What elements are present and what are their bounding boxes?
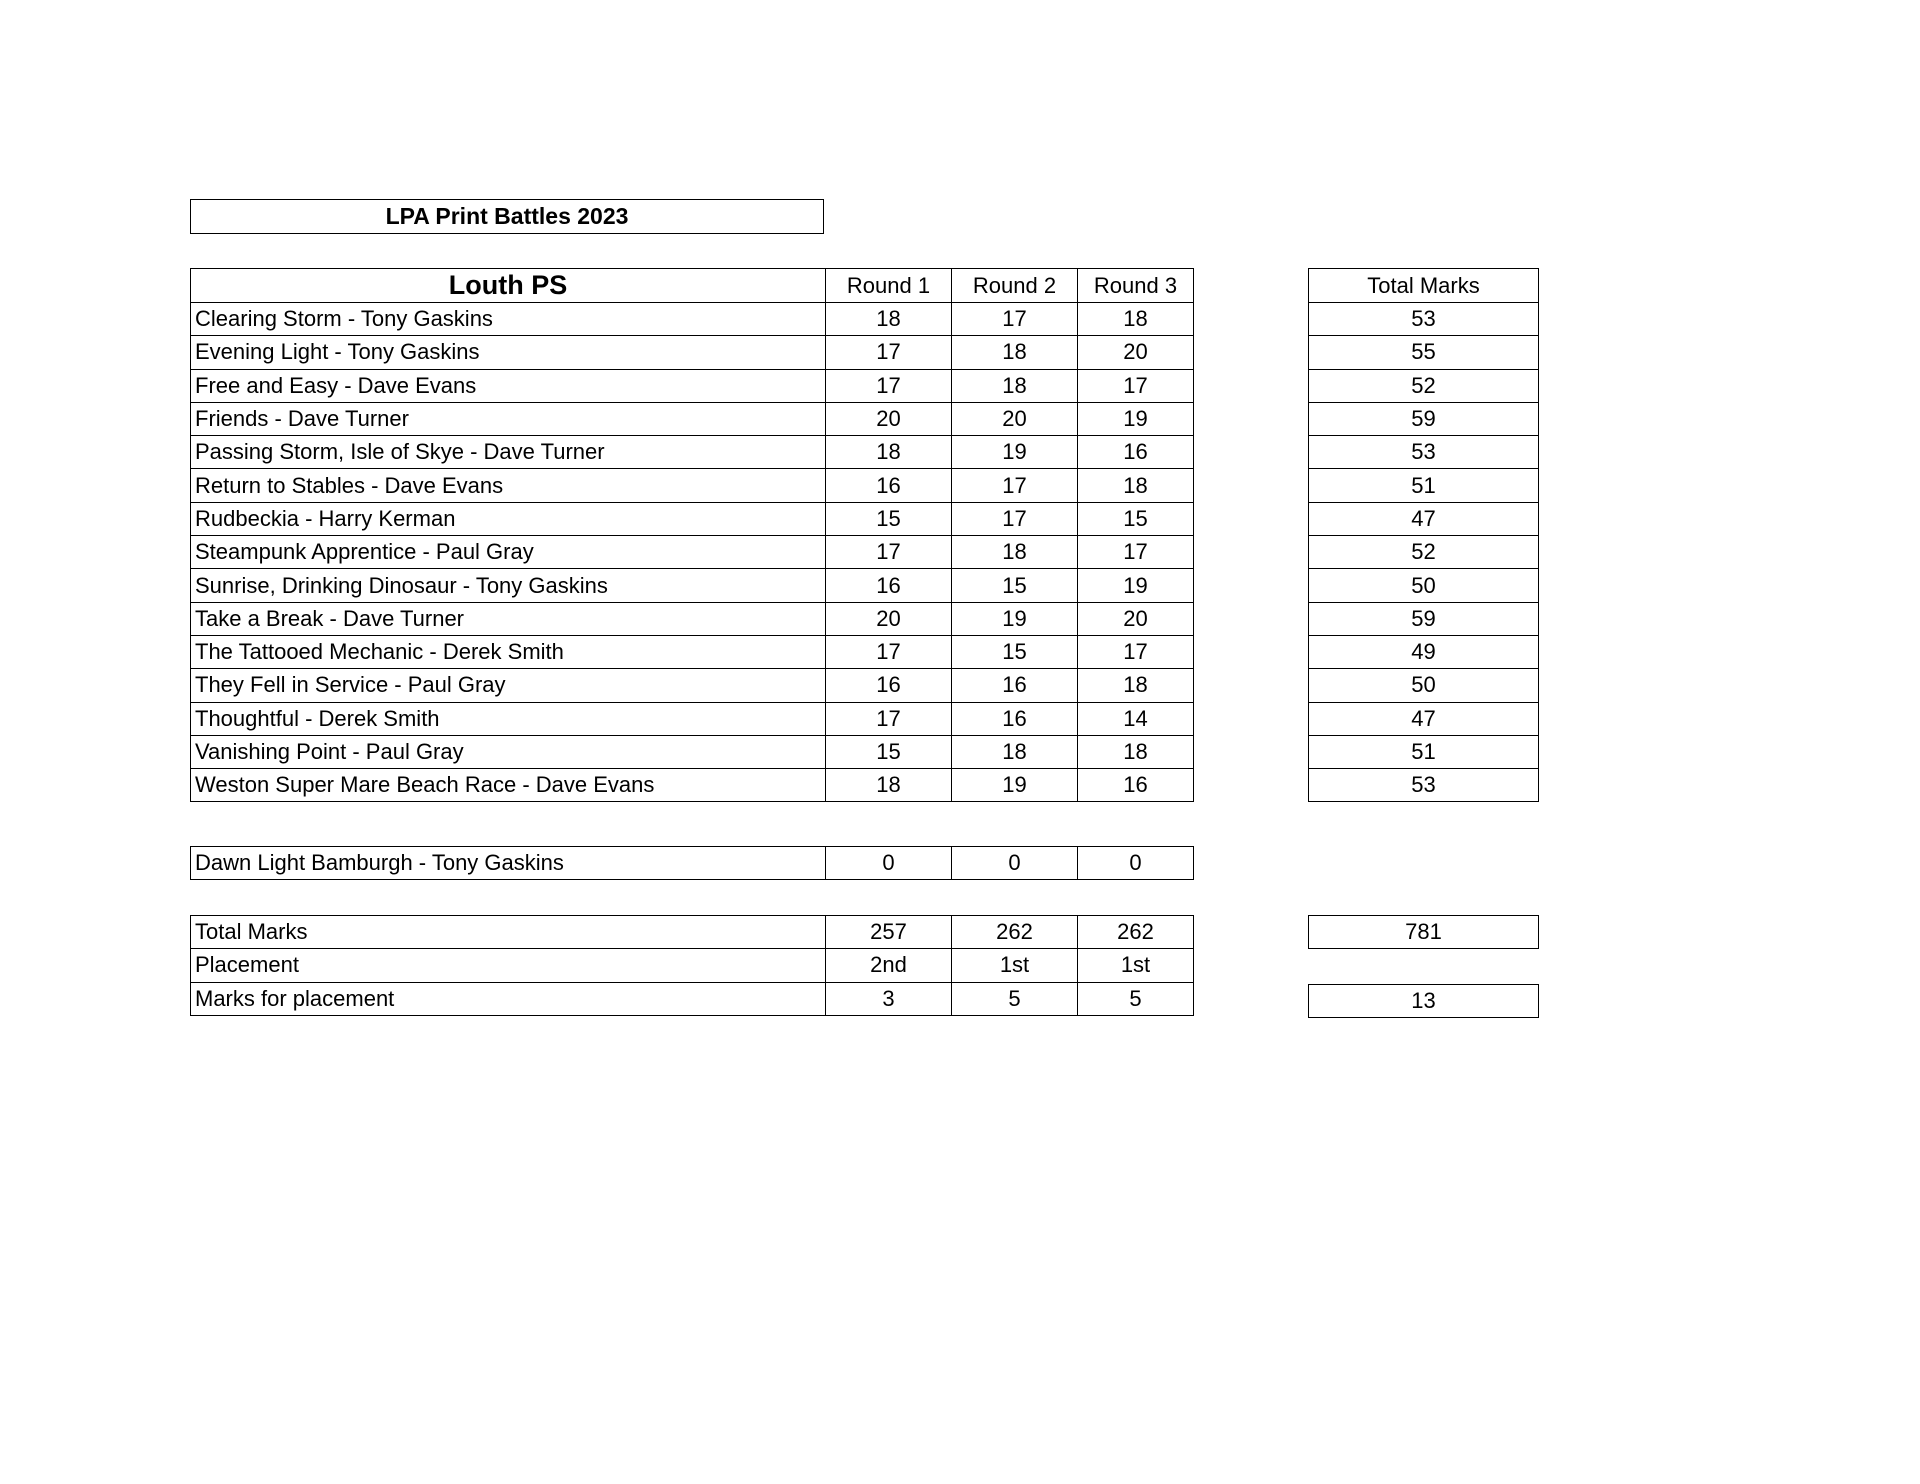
round-3-score: 18 [1078,469,1194,502]
entry-total: 59 [1309,602,1539,635]
round-1-score: 17 [826,536,952,569]
round-3-score: 17 [1078,635,1194,668]
entry-name: Vanishing Point - Paul Gray [191,735,826,768]
entry-total: 51 [1309,469,1539,502]
total-row [1309,669,1539,702]
round-2-score: 17 [952,303,1078,336]
table-row [191,502,1194,535]
total-row [1309,735,1539,768]
entry-total: 51 [1309,735,1539,768]
entry-name: Passing Storm, Isle of Skye - Dave Turner [191,436,826,469]
round-2-score: 15 [952,569,1078,602]
table-row [191,735,1194,768]
entry-total: 59 [1309,402,1539,435]
summary-round-1: 2nd [826,949,952,982]
summary-round-1: 3 [826,982,952,1015]
round-2-score: 17 [952,469,1078,502]
round-1-score: 17 [826,369,952,402]
round-1-score: 15 [826,735,952,768]
table-row [191,769,1194,802]
round-2-score: 18 [952,369,1078,402]
round-1-score: 17 [826,336,952,369]
header-row [191,269,1194,303]
round-1-score: 15 [826,502,952,535]
round-3-score: 18 [1078,669,1194,702]
summary-label: Marks for placement [191,982,826,1015]
sheet-title: LPA Print Battles 2023 [190,199,824,234]
entry-name: Clearing Storm - Tony Gaskins [191,303,826,336]
round-3-score: 14 [1078,702,1194,735]
entry-name: Take a Break - Dave Turner [191,602,826,635]
summary-row [191,949,1194,982]
summary-total: 13 [1309,984,1539,1017]
round-2-header: Round 2 [952,269,1078,303]
total-row [1309,702,1539,735]
table-row [191,469,1194,502]
total-row [1309,369,1539,402]
total-row [1309,536,1539,569]
round-3-score: 17 [1078,369,1194,402]
entry-name: Return to Stables - Dave Evans [191,469,826,502]
round-1-header: Round 1 [826,269,952,303]
entry-name: Weston Super Mare Beach Race - Dave Evans [191,769,826,802]
round-3-score: 16 [1078,769,1194,802]
round-3-score: 19 [1078,402,1194,435]
table-row [191,402,1194,435]
entry-total: 52 [1309,536,1539,569]
entry-name: Friends - Dave Turner [191,402,826,435]
summary-total-box [1308,984,1539,1018]
round-2-score: 19 [952,769,1078,802]
table-row [191,336,1194,369]
table-row [191,536,1194,569]
round-3-score: 18 [1078,303,1194,336]
total-row [1309,602,1539,635]
reserve-name: Dawn Light Bamburgh - Tony Gaskins [191,847,826,880]
reserve-row [191,847,1194,880]
round-2-score: 15 [952,635,1078,668]
summary-round-2: 1st [952,949,1078,982]
round-3-score: 20 [1078,336,1194,369]
reserve-round-1: 0 [826,847,952,880]
round-1-score: 16 [826,569,952,602]
table-row [191,669,1194,702]
summary-total-row [1309,984,1539,1017]
total-row [1309,635,1539,668]
entry-name: Sunrise, Drinking Dinosaur - Tony Gaskins [191,569,826,602]
table-row [191,369,1194,402]
table-row [191,303,1194,336]
entry-name: They Fell in Service - Paul Gray [191,669,826,702]
entry-total: 49 [1309,635,1539,668]
club-name: Louth PS [191,269,826,303]
summary-round-3: 5 [1078,982,1194,1015]
entry-total: 53 [1309,436,1539,469]
round-2-score: 18 [952,536,1078,569]
entry-name: Evening Light - Tony Gaskins [191,336,826,369]
round-3-score: 15 [1078,502,1194,535]
round-2-score: 17 [952,502,1078,535]
total-row [1309,402,1539,435]
round-3-score: 17 [1078,536,1194,569]
table-row [191,702,1194,735]
reserve-table [190,846,1194,880]
entry-total: 55 [1309,336,1539,369]
round-3-score: 18 [1078,735,1194,768]
entry-total: 47 [1309,702,1539,735]
summary-label: Placement [191,949,826,982]
entry-name: The Tattooed Mechanic - Derek Smith [191,635,826,668]
round-3-score: 19 [1078,569,1194,602]
round-1-score: 18 [826,769,952,802]
entry-name: Steampunk Apprentice - Paul Gray [191,536,826,569]
table-row [191,635,1194,668]
summary-round-1: 257 [826,916,952,949]
total-row [1309,502,1539,535]
summary-round-3: 262 [1078,916,1194,949]
round-1-score: 16 [826,669,952,702]
reserve-round-3: 0 [1078,847,1194,880]
total-row [1309,469,1539,502]
round-1-score: 20 [826,402,952,435]
round-1-score: 18 [826,303,952,336]
entry-name: Rudbeckia - Harry Kerman [191,502,826,535]
round-2-score: 16 [952,702,1078,735]
round-1-score: 16 [826,469,952,502]
summary-total-box [1308,915,1539,949]
table-row [191,602,1194,635]
total-row [1309,569,1539,602]
entry-total: 53 [1309,769,1539,802]
total-row [1309,769,1539,802]
round-1-score: 20 [826,602,952,635]
summary-round-2: 5 [952,982,1078,1015]
entry-total: 47 [1309,502,1539,535]
round-2-score: 19 [952,436,1078,469]
summary-total: 781 [1309,916,1539,949]
entry-total: 53 [1309,303,1539,336]
entry-name: Free and Easy - Dave Evans [191,369,826,402]
entry-total: 52 [1309,369,1539,402]
entry-name: Thoughtful - Derek Smith [191,702,826,735]
summary-round-3: 1st [1078,949,1194,982]
round-2-score: 20 [952,402,1078,435]
round-1-score: 18 [826,436,952,469]
round-1-score: 17 [826,702,952,735]
round-1-score: 17 [826,635,952,668]
table-row [191,436,1194,469]
total-row [1309,336,1539,369]
round-2-score: 19 [952,602,1078,635]
round-3-score: 16 [1078,436,1194,469]
summary-round-2: 262 [952,916,1078,949]
summary-row [191,916,1194,949]
round-3-header: Round 3 [1078,269,1194,303]
scores-table [190,268,1194,802]
total-marks-header: Total Marks [1309,269,1539,303]
summary-total-row [1309,916,1539,949]
total-row [1309,436,1539,469]
round-2-score: 18 [952,735,1078,768]
summary-row [191,982,1194,1015]
summary-label: Total Marks [191,916,826,949]
entry-total: 50 [1309,569,1539,602]
round-3-score: 20 [1078,602,1194,635]
total-row [1309,303,1539,336]
table-row [191,569,1194,602]
total-marks-table [1308,268,1539,802]
summary-table [190,915,1194,1016]
entry-total: 50 [1309,669,1539,702]
reserve-round-2: 0 [952,847,1078,880]
round-2-score: 16 [952,669,1078,702]
round-2-score: 18 [952,336,1078,369]
